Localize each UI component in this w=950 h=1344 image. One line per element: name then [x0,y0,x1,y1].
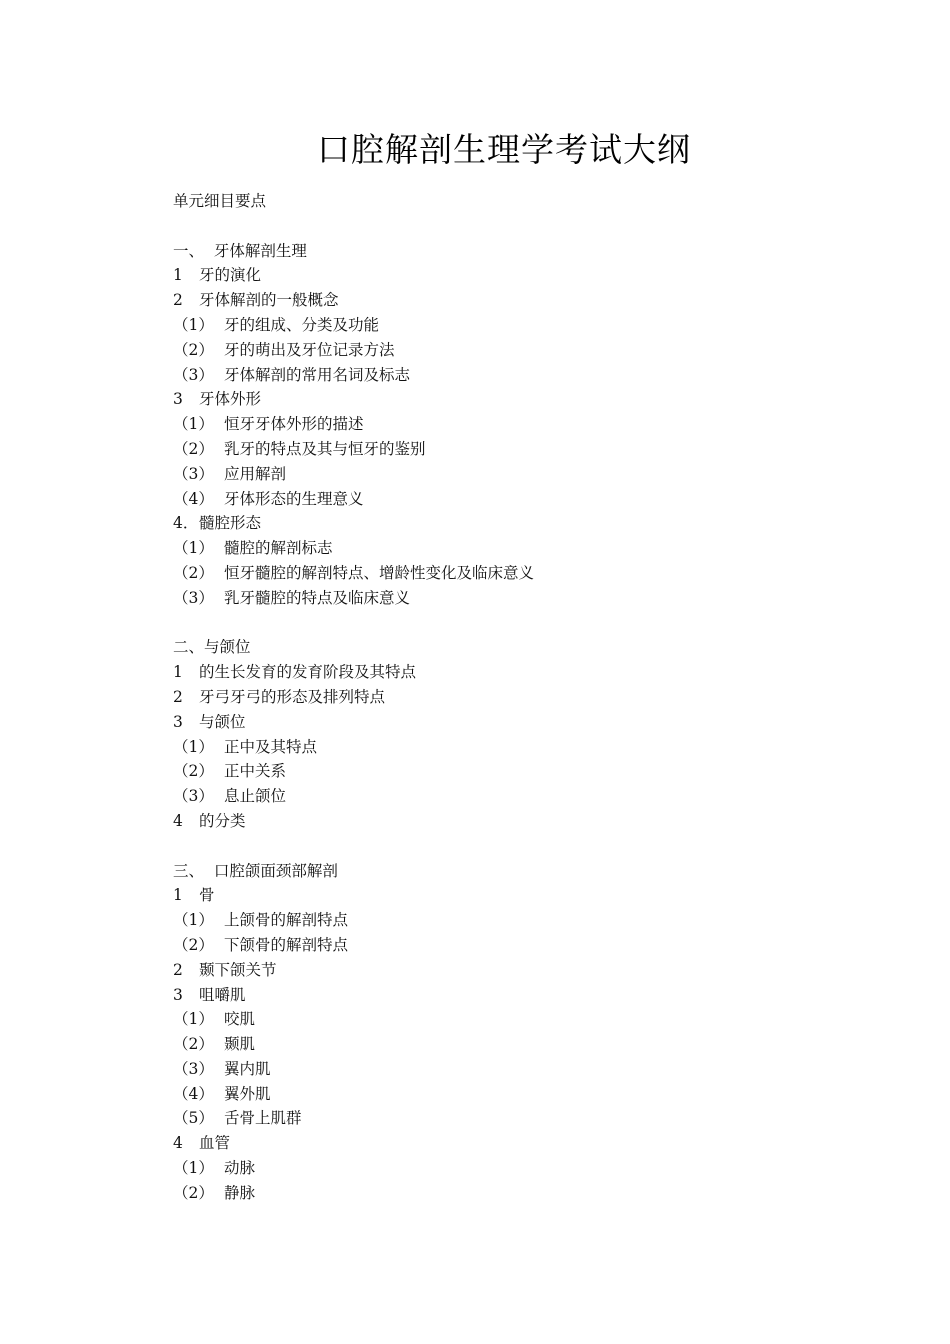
item-text: 咬肌 [224,1010,256,1029]
item-text: 正中关系 [224,762,287,781]
item-text: 静脉 [224,1183,256,1202]
outline-item [173,437,873,462]
item-text: 牙的组成、分类及功能 [224,315,380,334]
item-text: 翼内肌 [224,1059,271,1078]
item-marker: （1） [173,737,214,756]
item-text: 牙的演化 [199,266,262,285]
outline-item [173,958,873,983]
item-text: 恒牙牙体外形的描述 [224,415,364,434]
item-text: 的分类 [199,811,246,830]
outline-item [173,1007,873,1032]
item-marker: 4 [173,1134,183,1153]
outline-item [173,735,873,760]
item-text: 应用解剖 [224,464,287,483]
outline-item [173,363,873,388]
item-marker: （1） [173,1010,214,1029]
item-marker: 1 [173,886,183,905]
item-marker: （3） [173,1059,214,1078]
item-text: 牙体形态的生理意义 [224,489,364,508]
outline-item [173,412,873,437]
item-text: 牙体解剖的一般概念 [199,291,339,310]
outline-item [173,536,873,561]
item-text: 髓腔的解剖标志 [224,539,333,558]
page-title: 口腔解剖生理学考试大纲 [317,130,691,169]
item-text: 骨 [199,886,215,905]
outline-item [173,809,873,834]
item-marker: 1 [173,663,183,682]
outline-item [173,487,873,512]
item-marker: （2） [173,935,214,954]
outline-item [173,1032,873,1057]
outline-item [173,561,873,586]
blank-line [173,214,873,239]
item-text: 动脉 [224,1159,256,1178]
item-marker: （2） [173,762,214,781]
outline-item [173,685,873,710]
outline-sections [173,239,873,1206]
item-marker: （4） [173,1084,214,1103]
item-marker: （1） [173,415,214,434]
item-text: 牙弓牙弓的形态及排列特点 [199,687,386,706]
outline-item [173,1106,873,1131]
item-text: 牙体外形 [199,390,262,409]
outline-item [173,263,873,288]
item-text: 颞下颌关节 [199,960,277,979]
outline-item [173,1131,873,1156]
item-marker: 4． [173,514,199,533]
item-marker: （1） [173,1159,214,1178]
section-heading: 二、与颌位 [173,638,251,657]
section-heading: 一、 牙体解剖生理 [173,241,307,260]
item-marker: 2 [173,960,183,979]
item-marker: 3 [173,985,183,1004]
blank-line [173,834,873,859]
outline-item [173,313,873,338]
outline-item [173,983,873,1008]
item-text: 与颌位 [199,712,246,731]
outline-item [173,387,873,412]
item-text: 下颌骨的解剖特点 [224,935,349,954]
item-marker: （2） [173,1035,214,1054]
item-marker: （3） [173,588,214,607]
item-text: 乳牙髓腔的特点及临床意义 [224,588,411,607]
item-text: 舌骨上肌群 [224,1109,302,1128]
outline-item [173,1156,873,1181]
outline-item [173,586,873,611]
item-text: 翼外肌 [224,1084,271,1103]
item-text: 恒牙髓腔的解剖特点、增龄性变化及临床意义 [224,563,535,582]
item-text: 乳牙的特点及其与恒牙的鉴别 [224,439,426,458]
outline-item [173,1181,873,1206]
item-text: 颞肌 [224,1035,256,1054]
item-marker: （2） [173,439,214,458]
item-marker: 2 [173,687,183,706]
outline-item [173,1057,873,1082]
outline-item [173,908,873,933]
item-marker: （1） [173,911,214,930]
item-marker: （5） [173,1109,214,1128]
outline-item [173,338,873,363]
item-marker: （3） [173,365,214,384]
item-marker: 4 [173,811,183,830]
item-marker: （4） [173,489,214,508]
item-marker: （3） [173,787,214,806]
outline-item [173,288,873,313]
outline-item [173,784,873,809]
item-text: 髓腔形态 [199,514,262,533]
item-marker: 1 [173,266,183,285]
item-marker: （2） [173,1183,214,1202]
item-marker: （2） [173,340,214,359]
item-marker: （2） [173,563,214,582]
item-text: 牙的萌出及牙位记录方法 [224,340,395,359]
outline-item [173,933,873,958]
item-text: 的生长发育的发育阶段及其特点 [199,663,417,682]
header-columns: 单元细目要点 [173,192,267,210]
item-marker: 3 [173,390,183,409]
outline-item [173,1082,873,1107]
item-marker: 3 [173,712,183,731]
document-body [173,189,873,1206]
section-heading: 三、 口腔颌面颈部解剖 [173,861,338,880]
item-marker: （1） [173,539,214,558]
outline-item [173,883,873,908]
item-text: 上颌骨的解剖特点 [224,911,349,930]
item-text: 正中及其特点 [224,737,318,756]
outline-item [173,462,873,487]
outline-item [173,660,873,685]
outline-item [173,759,873,784]
outline-item [173,511,873,536]
item-marker: （1） [173,315,214,334]
item-marker: 2 [173,291,183,310]
item-text: 息止颌位 [224,787,287,806]
item-text: 血管 [199,1134,231,1153]
item-text: 牙体解剖的常用名词及标志 [224,365,411,384]
blank-line [173,611,873,636]
item-marker: （3） [173,464,214,483]
item-text: 咀嚼肌 [199,985,246,1004]
outline-item [173,710,873,735]
